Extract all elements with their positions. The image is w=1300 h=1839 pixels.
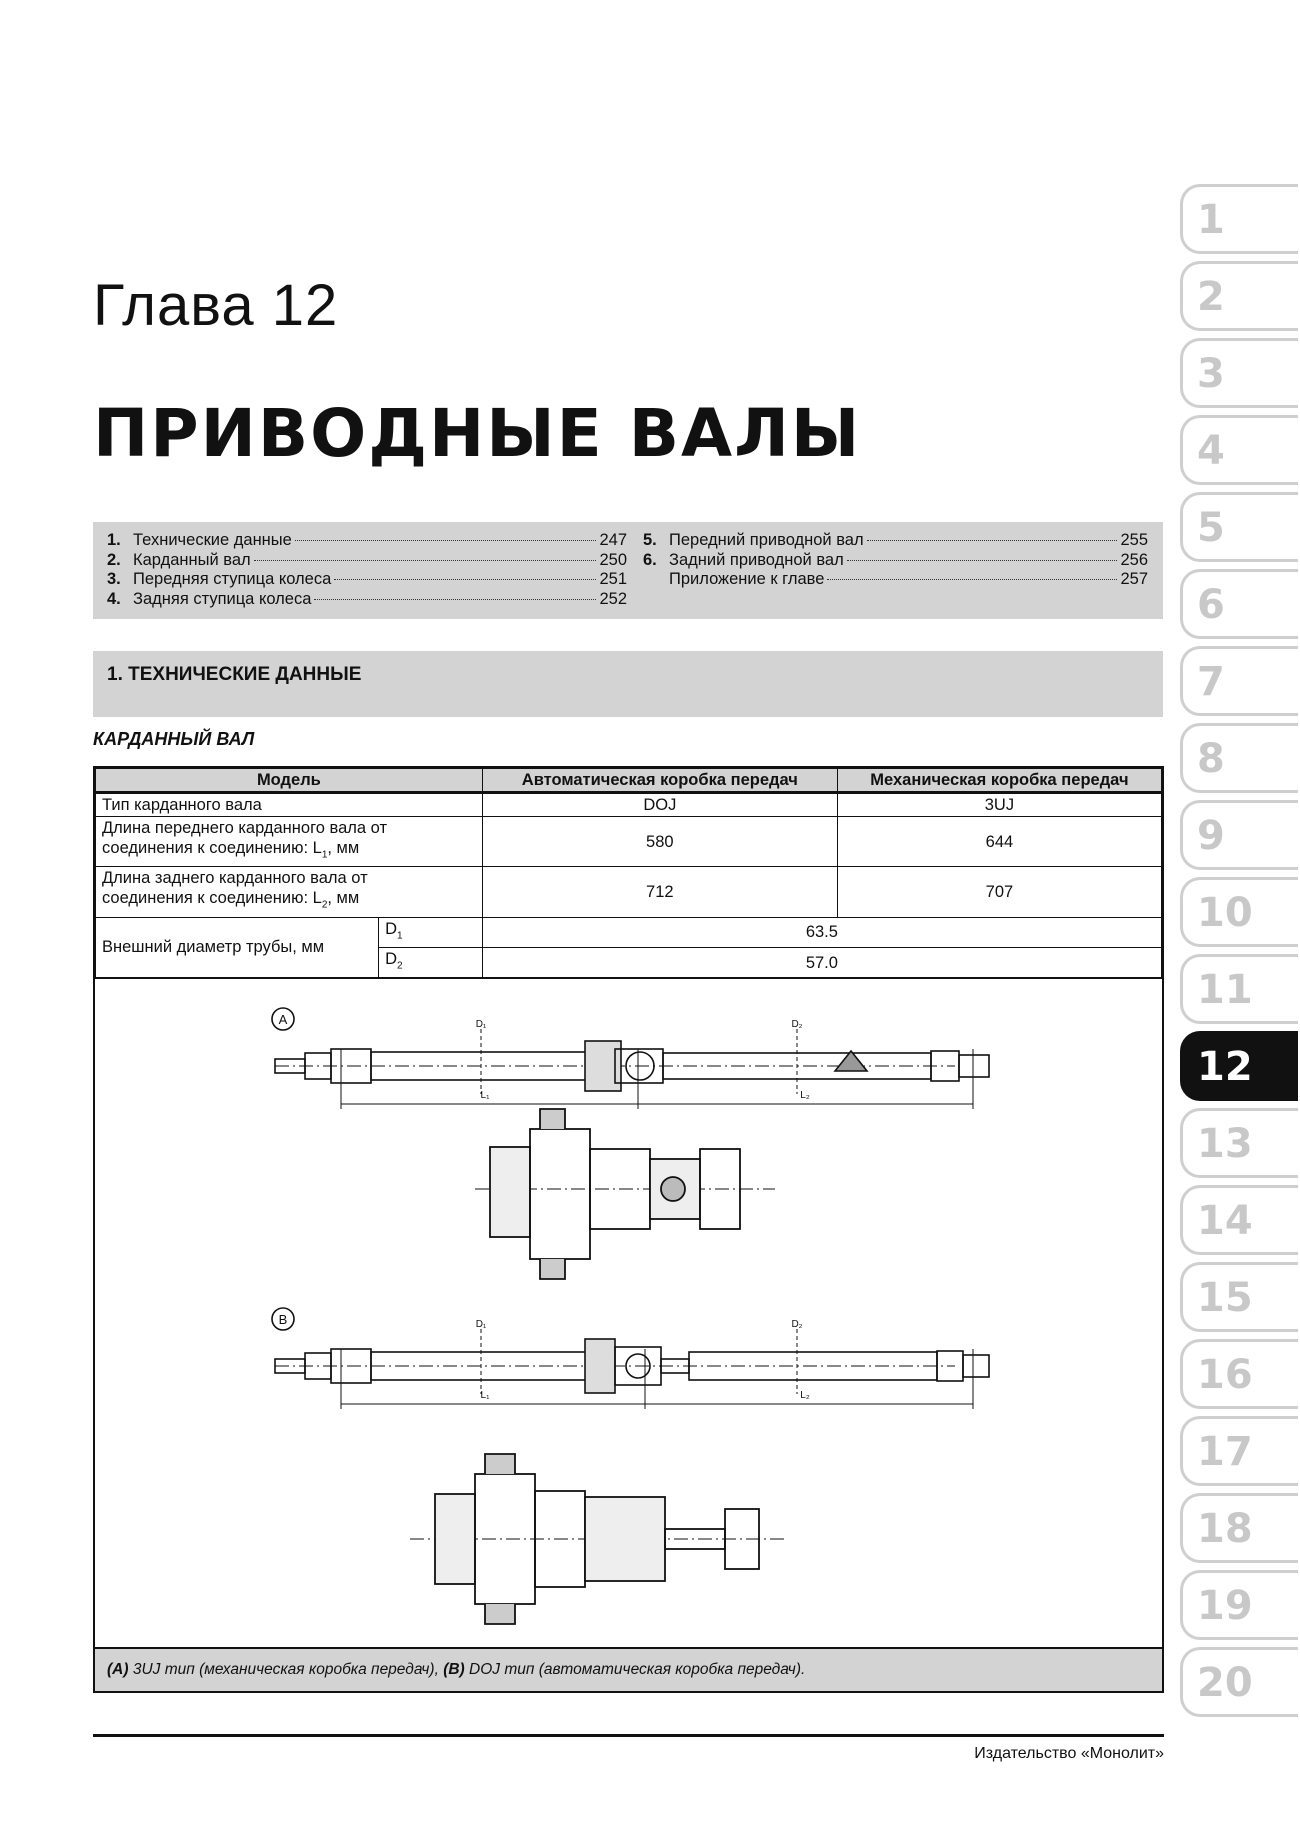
d1-label: $D_1$ [379,917,483,947]
table-row [95,793,1163,817]
chapter-tab-12[interactable]: 12 [1180,1031,1298,1101]
table-row [95,917,1163,947]
row-label: Длина переднего карданного вала от соединения к соединению: $L_1$, мм [95,817,483,867]
d1-value: 63.5 [482,917,1162,947]
auto-value: DOJ [482,793,837,817]
chapter-tab-19[interactable]: 19 [1180,1570,1298,1640]
dim-d2-label-b: D₂ [791,1319,803,1330]
auto-value: 712 [482,867,837,917]
toc-column-right [643,531,1148,590]
spec-table [93,766,1164,980]
joint-b-detail [410,1454,785,1624]
toc-item[interactable]: Приложение к главе 257 [669,570,1148,588]
publisher-name: Издательство «Монолит» [974,1745,1164,1762]
chapter-tab-16[interactable]: 16 [1180,1339,1298,1409]
chapter-tab-15[interactable]: 15 [1180,1262,1298,1332]
chapter-tab-2[interactable]: 2 [1180,261,1298,331]
dim-l2-label: L₂ [800,1090,810,1101]
chapter-title: ПРИВОДНЫЕ ВАЛЫ [93,395,862,472]
chapter-tab-7[interactable]: 7 [1180,646,1298,716]
toc-item[interactable]: 2. Карданный вал 250 [107,550,627,569]
marker-b: B [278,1312,288,1327]
chapter-tab-17[interactable]: 17 [1180,1416,1298,1486]
shaft-drawings [95,979,1162,1647]
figure-caption: (A) 3UJ тип (механическая коробка передач), (B) DOJ тип (автоматическая коробка передач). [95,1647,1162,1691]
chapter-tab-20[interactable]: 20 [1180,1647,1298,1717]
manual-value: 707 [837,867,1162,917]
chapter-tab-9[interactable]: 9 [1180,800,1298,870]
chapter-tab-11[interactable]: 11 [1180,954,1298,1024]
dim-d2-label: D₂ [791,1019,803,1030]
dim-l1-label: L₁ [480,1090,490,1101]
toc-item[interactable]: 4. Задняя ступица колеса 252 [107,589,627,608]
chapter-tab-3[interactable]: 3 [1180,338,1298,408]
dim-l2-label-b: L₂ [800,1390,810,1401]
chapter-tab-6[interactable]: 6 [1180,569,1298,639]
d2-label: $D_2$ [379,947,483,978]
toc-item[interactable]: 5. Передний приводной вал 255 [643,531,1148,549]
d2-value: 57.0 [482,947,1162,978]
manual-value: 644 [837,817,1162,867]
table-header-row [95,768,1163,793]
row-label: Внешний диаметр трубы, мм [95,917,379,979]
toc-item[interactable]: 6. Задний приводной вал 256 [643,550,1148,569]
column-header: Механическая коробка передач [837,768,1162,793]
section-title: 1. ТЕХНИЧЕСКИЕ ДАННЫЕ [107,664,362,685]
row-label: Тип карданного вала [95,793,483,817]
footer-divider [93,1734,1164,1737]
chapter-tab-1[interactable]: 1 [1180,184,1298,254]
joint-a-detail [475,1109,775,1279]
dim-l1-label-b: L₁ [480,1390,490,1401]
table-of-contents [93,522,1163,619]
chapter-tab-18[interactable]: 18 [1180,1493,1298,1563]
shaft-b-drawing [272,1308,989,1409]
column-header: Автоматическая коробка передач [482,768,837,793]
chapter-tab-10[interactable]: 10 [1180,877,1298,947]
toc-item[interactable]: 3. Передняя ступица колеса 251 [107,570,627,588]
table-row [95,867,1163,917]
chapter-tab-5[interactable]: 5 [1180,492,1298,562]
toc-column-left [107,531,627,609]
chapter-label: Глава 12 [93,273,339,338]
chapter-tab-14[interactable]: 14 [1180,1185,1298,1255]
column-header: Модель [95,768,483,793]
marker-a: A [278,1012,288,1027]
subsection-title: КАРДАННЫЙ ВАЛ [93,729,255,749]
dim-d1-label-b: D₁ [475,1319,487,1330]
section-heading [93,651,1163,717]
toc-item[interactable]: 1. Технические данные 247 [107,531,627,549]
propeller-shaft-figure [93,977,1164,1693]
chapter-tab-8[interactable]: 8 [1180,723,1298,793]
chapter-tab-4[interactable]: 4 [1180,415,1298,485]
row-label: Длина заднего карданного вала от соединения к соединению: $L_2$, мм [95,867,483,917]
shaft-a-drawing [272,1008,989,1109]
chapter-tab-13[interactable]: 13 [1180,1108,1298,1178]
manual-value: 3UJ [837,793,1162,817]
dim-d1-label: D₁ [475,1019,487,1030]
table-row [95,817,1163,867]
auto-value: 580 [482,817,837,867]
